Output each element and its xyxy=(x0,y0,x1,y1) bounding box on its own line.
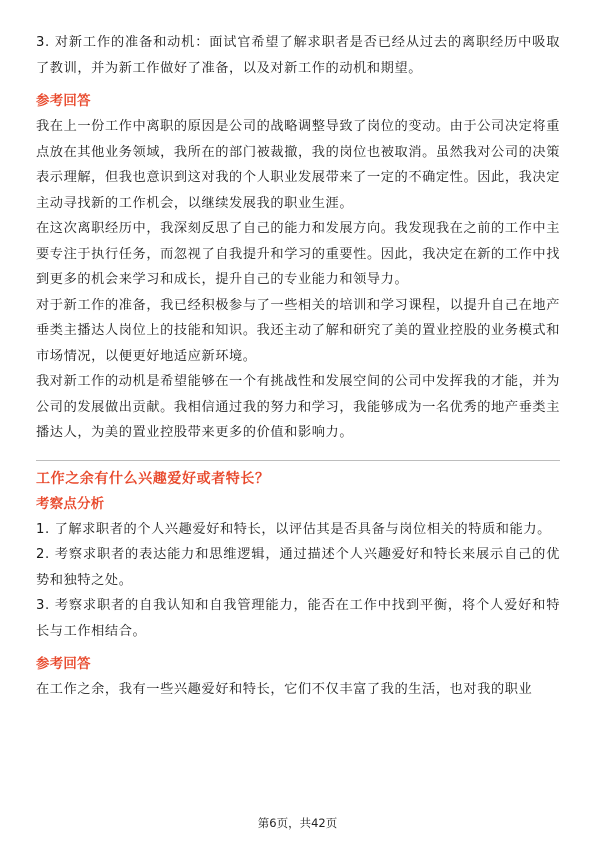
answer-paragraph: 我在上一份工作中离职的原因是公司的战略调整导致了岗位的变动。由于公司决定将重点放在其他业务领域，我所在的部门被裁撤，我的岗位也被取消。虽然我对公司的决策表示理解，但我也意识到这对我的个人职业发展带来了一定的不确定性。因此，我决定主动寻找新的工作机会，以继续发展我的职业生涯。 xyxy=(36,119,560,211)
analysis-item: 2. 考察求职者的表达能力和思维逻辑，通过描述个人兴趣爱好和特长来展示自己的优势和独特之处。 xyxy=(36,547,560,588)
analysis-item: 1. 了解求职者的个人兴趣爱好和特长，以评估其是否具备与岗位相关的特质和能力。 xyxy=(36,521,551,537)
answer-paragraph: 对于新工作的准备，我已经积极参与了一些相关的培训和学习课程，以提升自己在地产垂类主播达人岗位上的技能和知识。我还主动了解和研究了美的置业控股的业务模式和市场情况，以便更好地适应新环境。 xyxy=(36,297,560,364)
answer-paragraph: 在工作之余，我有一些兴趣爱好和特长，它们不仅丰富了我的生活，也对我的职业 xyxy=(36,682,533,697)
section-divider xyxy=(36,460,560,461)
answer-paragraph: 在这次离职经历中，我深刻反思了自己的能力和发展方向。我发现我在之前的工作中主要专注于执行任务，而忽视了自我提升和学习的重要性。因此，我决定在新的工作中找到更多的机会来学习和成长，提升自己的专业能力和领导力。 xyxy=(36,221,560,287)
question-title: 工作之余有什么兴趣爱好或者特长？ xyxy=(36,470,270,487)
answer-paragraph: 我对新工作的动机是希望能够在一个有挑战性和发展空间的公司中发挥我的才能，并为公司的发展做出贡献。我相信通过我的努力和学习，我能够成为一名优秀的地产垂类主播达人，为美的置业控股带来更多的价值和影响力。 xyxy=(36,374,560,440)
intro-list-item: 3. 对新工作的准备和动机：面试官希望了解求职者是否已经从过去的离职经历中吸取了教训，并为新工作做好了准备，以及对新工作的动机和期望。 xyxy=(36,35,560,76)
answer-heading: 参考回答 xyxy=(36,94,91,109)
answer-heading: 参考回答 xyxy=(36,657,91,672)
document-page xyxy=(36,30,560,703)
analysis-heading: 考察点分析 xyxy=(36,496,105,512)
page-number: 第6页，共42页 xyxy=(257,816,338,830)
analysis-item: 3. 考察求职者的自我认知和自我管理能力，能否在工作中找到平衡，将个人爱好和特长与工作相结合。 xyxy=(36,598,560,639)
